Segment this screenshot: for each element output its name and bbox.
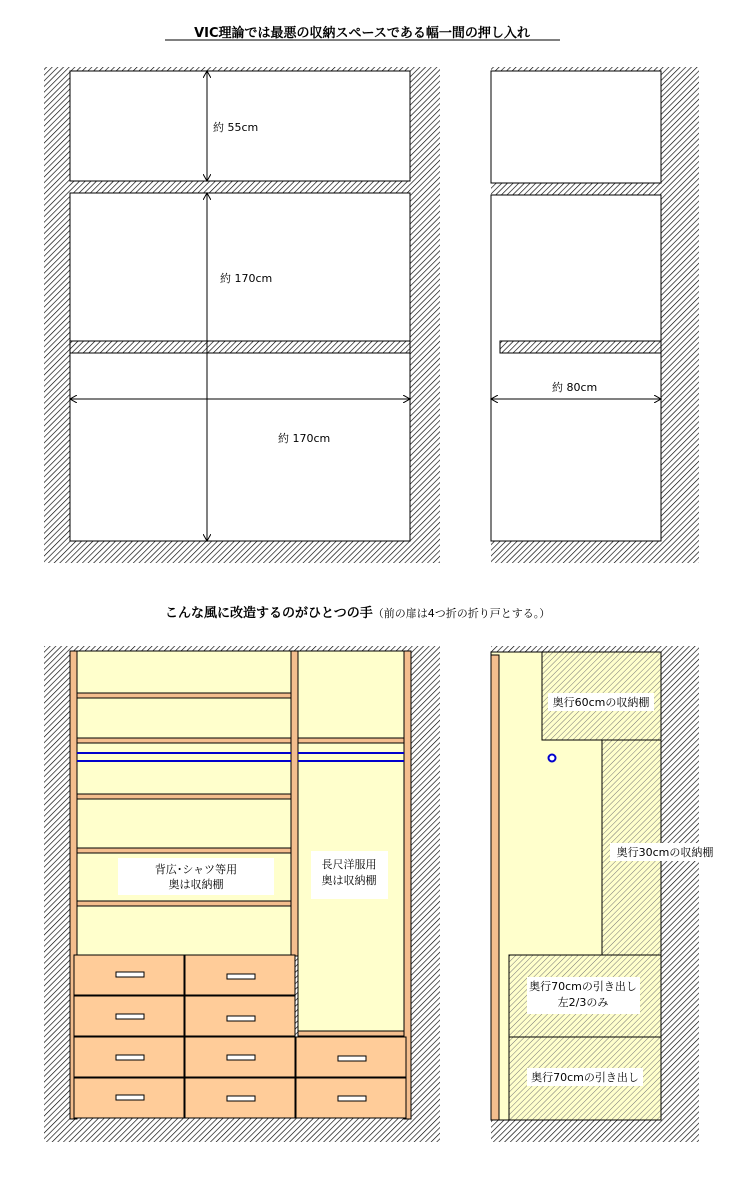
drawer-handle bbox=[227, 1016, 255, 1021]
drawer-handle bbox=[338, 1096, 366, 1101]
right-label-line2: 奥は収納棚 bbox=[321, 874, 377, 887]
bottom-title-sub: （前の扉は4つ折の折り戸とする。） bbox=[372, 607, 551, 620]
drawer-handle bbox=[227, 1096, 255, 1101]
right-shelf bbox=[298, 1031, 404, 1036]
left-label-line1: 背広･シャツ等用 bbox=[154, 863, 238, 876]
shelf-board bbox=[500, 341, 661, 353]
drawer-partial-label-line1: 奥行70cmの引き出し bbox=[529, 980, 637, 993]
shelf-board bbox=[70, 341, 410, 353]
bottom-title-main: こんな風に改造するのがひとつの手 bbox=[165, 606, 373, 621]
depth-label: 約 80cm bbox=[552, 381, 598, 394]
middle-compartment bbox=[70, 193, 410, 341]
drawer-partial-label-line2: 左2/3のみ bbox=[557, 996, 609, 1009]
shelf30-label: 奥行30cmの収納棚 bbox=[616, 846, 714, 859]
right-shelf bbox=[298, 738, 404, 743]
drawer-handle bbox=[116, 1095, 144, 1100]
bottom-side-view bbox=[491, 646, 714, 1142]
upper-height-label: 約 55cm bbox=[213, 121, 259, 134]
lower-compartment bbox=[70, 353, 410, 541]
lower-compartment bbox=[491, 195, 661, 541]
drawer-handle bbox=[116, 972, 144, 977]
drawer-handle bbox=[116, 1014, 144, 1019]
drawer-full-label: 奥行70cmの引き出し bbox=[531, 1071, 639, 1084]
top-front-view bbox=[44, 67, 440, 563]
right-hanging-space bbox=[298, 651, 404, 1035]
right-label-line1: 長尺洋服用 bbox=[321, 858, 377, 871]
left-shelf bbox=[77, 848, 291, 853]
hanging-rod-icon bbox=[549, 755, 556, 762]
shelf60-label: 奥行60cmの収納棚 bbox=[552, 696, 650, 709]
bottom-title bbox=[165, 605, 550, 621]
drawer-handle bbox=[227, 1055, 255, 1060]
width-label: 約 170cm bbox=[278, 432, 331, 445]
left-label-line2: 奥は収納棚 bbox=[168, 878, 224, 891]
top-side-view bbox=[491, 67, 699, 563]
drawer-handle bbox=[338, 1056, 366, 1061]
drawer-handle bbox=[227, 974, 255, 979]
bottom-front-view bbox=[44, 646, 440, 1142]
folding-door bbox=[491, 655, 499, 1120]
left-shelf bbox=[77, 901, 291, 906]
left-shelf bbox=[77, 693, 291, 698]
drawer-handle bbox=[116, 1055, 144, 1060]
upper-compartment bbox=[491, 71, 661, 183]
center-post bbox=[291, 651, 298, 956]
left-shelf bbox=[77, 738, 291, 743]
lower-height-label: 約 170cm bbox=[220, 272, 273, 285]
top-title: VIC理論では最悪の収納スペースである幅一間の押し入れ bbox=[194, 26, 530, 41]
left-shelf bbox=[77, 794, 291, 799]
